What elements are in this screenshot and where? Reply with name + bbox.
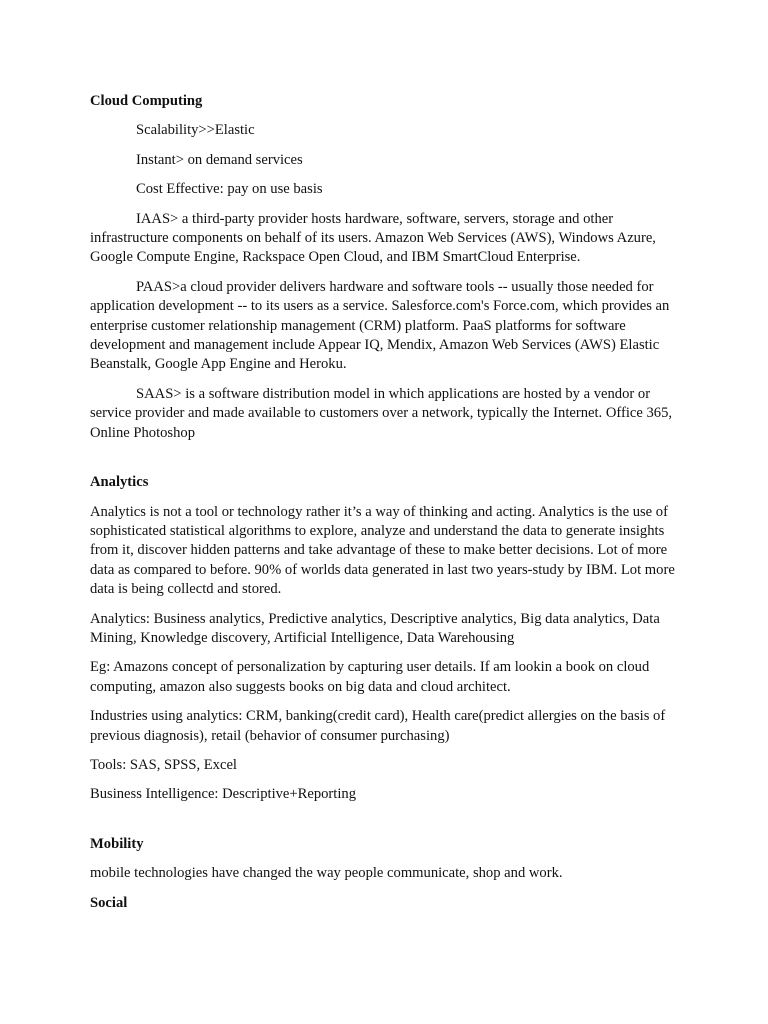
- cloud-paragraph-paas: PAAS>a cloud provider delivers hardware and software tools -- usually those needed for application development -- to its users as a service. Salesforce.com's Force.com, which provides an enterprise customer relationship management (CRM) platform. PaaS platforms for software development and management include Appear IQ, Mendix, Amazon Web Services (AWS) Elastic Beanstalk, Google App Engine and Heroku.: [90, 278, 670, 373]
- analytics-paragraph-tools: Tools: SAS, SPSS, Excel: [90, 756, 237, 773]
- cloud-line-scalability: Scalability>>Elastic: [136, 122, 255, 139]
- document-content: [90, 92, 682, 923]
- analytics-paragraph-industries: Industries using analytics: CRM, banking(credit card), Health care(predict allergies on the basis of previous diagnosis), retail (behavior of consumer purchasing): [90, 708, 666, 744]
- analytics-paragraph-example: Eg: Amazons concept of personalization by capturing user details. If am lookin a book on cloud computing, amazon also suggests books on big data and cloud architect.: [90, 659, 650, 695]
- heading-social: Social: [90, 894, 128, 911]
- cloud-paragraph-saas: SAAS> is a software distribution model in which applications are hosted by a vendor or service provider and made available to customers over a network, typically the Internet. Office 365, Online Photoshop: [90, 385, 673, 441]
- analytics-paragraph-bi: Business Intelligence: Descriptive+Reporting: [90, 786, 356, 803]
- analytics-paragraph-intro: Analytics is not a tool or technology rather it’s a way of thinking and acting. Analytics is the use of sophisticated statistical algorithms to explore, analyze and understand the data to generate insights from it, discover hidden patterns and take advantage of these to make better decisions. Lot of more data as compared to before. 90% of worlds data generated in last two years-study by IBM. Lot more data is being collectd and stored.: [90, 503, 675, 598]
- heading-analytics: Analytics: [90, 474, 149, 491]
- mobility-paragraph: mobile technologies have changed the way people communicate, shop and work.: [90, 865, 563, 882]
- heading-cloud-computing: Cloud Computing: [90, 93, 203, 109]
- cloud-line-instant: Instant> on demand services: [136, 151, 303, 168]
- heading-mobility: Mobility: [90, 835, 144, 852]
- cloud-line-cost: Cost Effective: pay on use basis: [136, 181, 323, 198]
- analytics-paragraph-types: Analytics: Business analytics, Predictive analytics, Descriptive analytics, Big data analytics, Data Mining, Knowledge discovery, Artificial Intelligence, Data Warehousing: [90, 610, 660, 646]
- cloud-paragraph-iaas: IAAS> a third-party provider hosts hardware, software, servers, storage and other infrastructure components on behalf of its users. Amazon Web Services (AWS), Windows Azure, Google Compute Engine, Rackspace Open Cloud, and IBM SmartCloud Enterprise.: [90, 210, 656, 266]
